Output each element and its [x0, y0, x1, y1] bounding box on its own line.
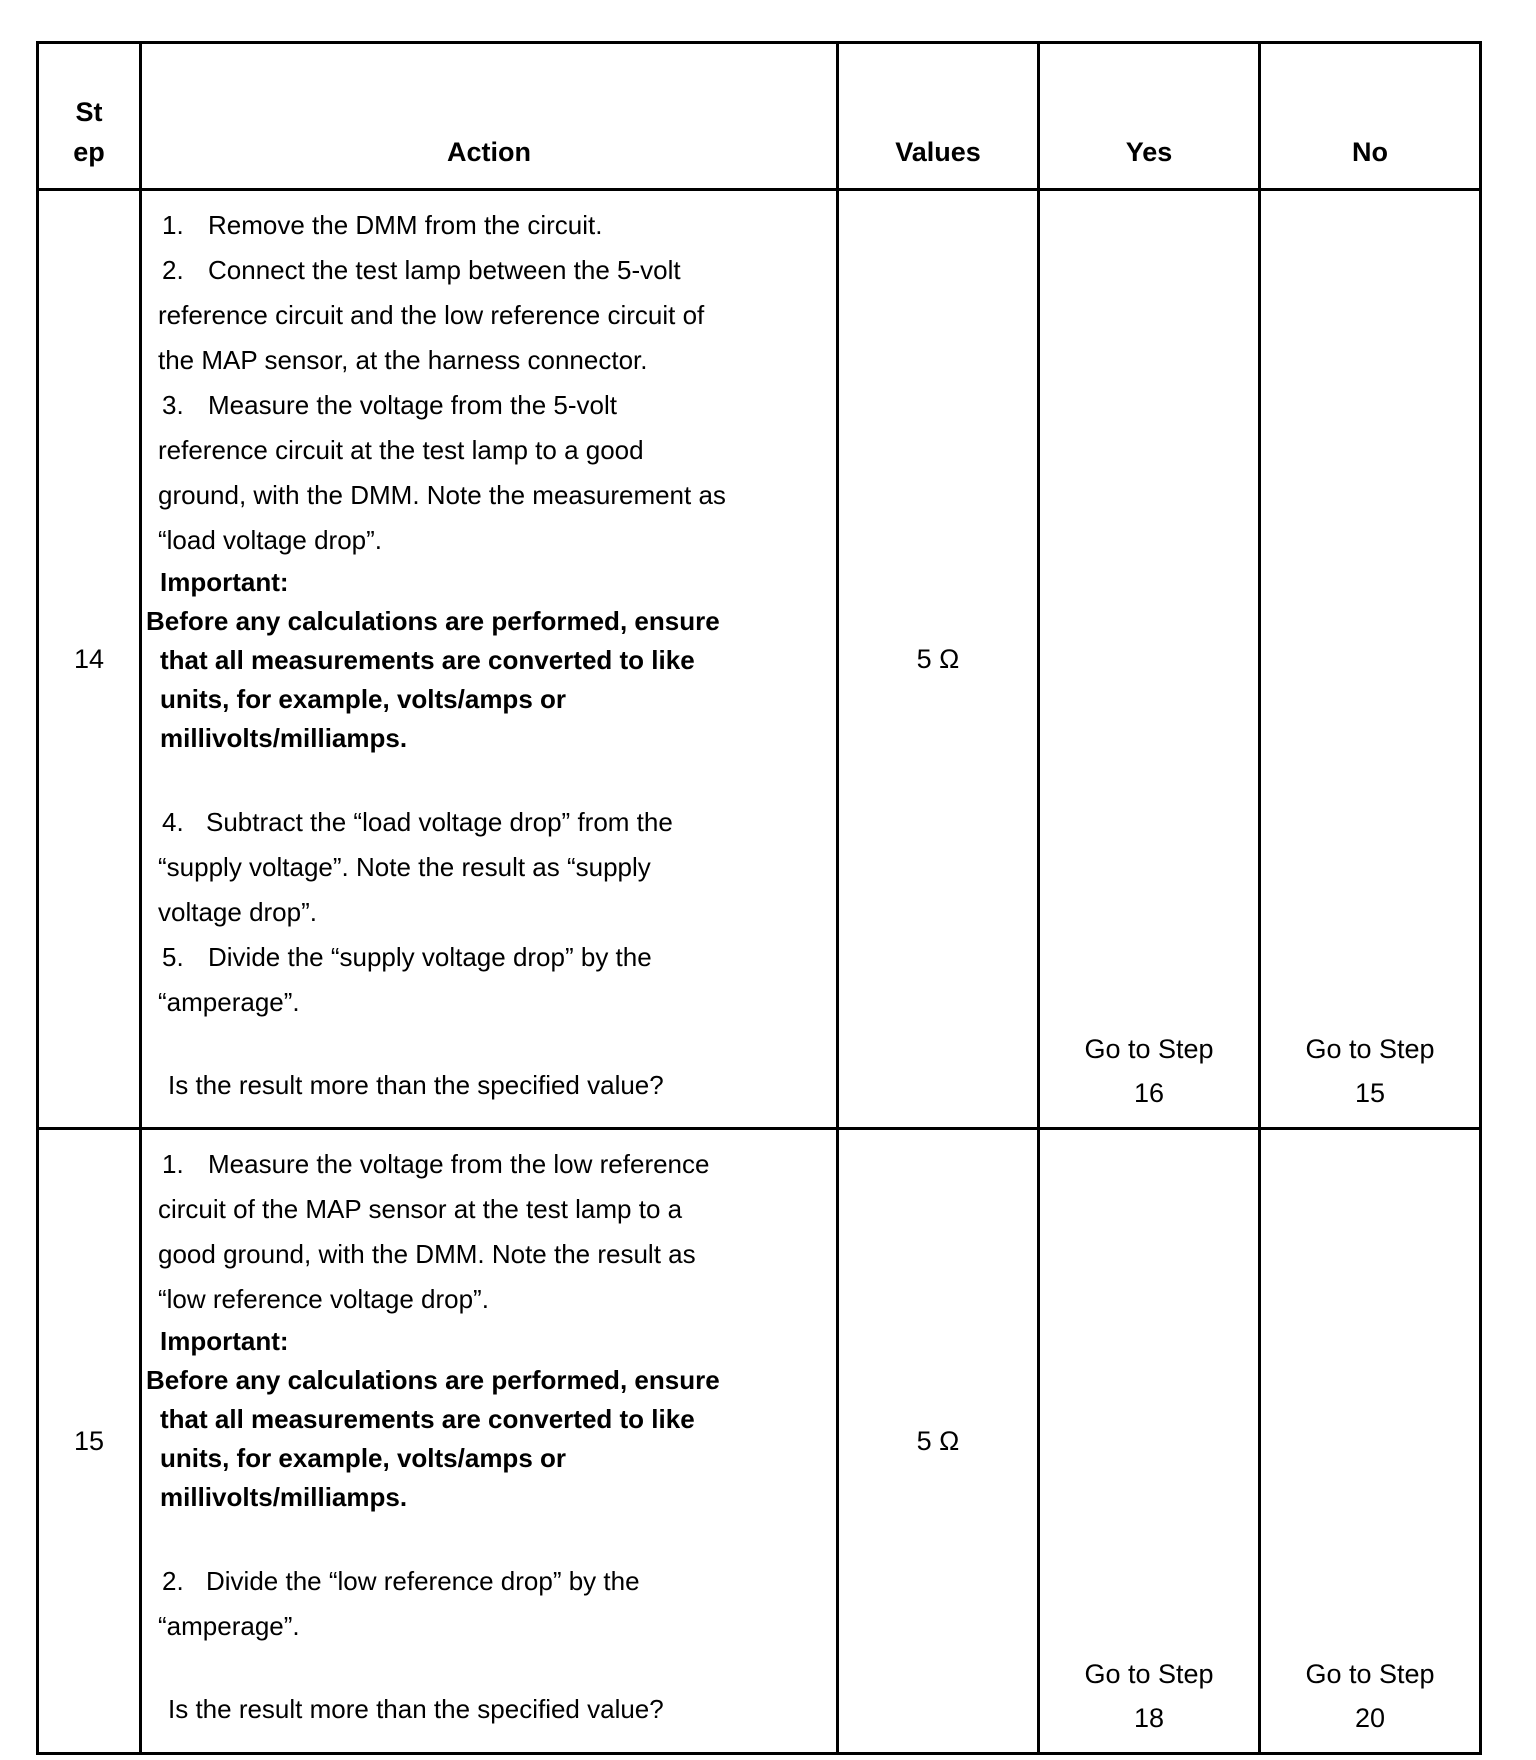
important-title: Important:	[160, 1326, 289, 1356]
step-number: 14	[38, 190, 141, 1129]
yes-cell	[1039, 1129, 1260, 1754]
action-line: “supply voltage”. Note the result as “supply	[158, 852, 651, 882]
yes-goto-label: Go to Step	[1084, 1034, 1214, 1064]
diagnostic-table	[36, 41, 1482, 1755]
important-note-line: Before any calculations are performed, ensure	[146, 606, 720, 636]
header-action: Action	[141, 43, 838, 190]
action-line: 4. Subtract the “load voltage drop” from the	[162, 807, 673, 837]
no-cell	[1260, 190, 1481, 1129]
action-question: Is the result more than the specified value?	[168, 1694, 664, 1724]
action-line: good ground, with the DMM. Note the result as	[158, 1239, 696, 1269]
value-cell: 5 Ω	[838, 1129, 1039, 1754]
action-line: “load voltage drop”.	[158, 525, 383, 555]
header-values: Values	[838, 43, 1039, 190]
important-note-line: units, for example, volts/amps or	[160, 1443, 566, 1473]
no-goto-label: Go to Step	[1305, 1034, 1435, 1064]
value-cell: 5 Ω	[838, 190, 1039, 1129]
action-line: 1. Measure the voltage from the low reference	[162, 1149, 710, 1179]
action-line: voltage drop”.	[158, 897, 317, 927]
no-goto-step: 20	[1354, 1703, 1386, 1733]
action-line: reference circuit and the low reference circuit of	[158, 300, 705, 330]
action-line: 1. Remove the DMM from the circuit.	[162, 210, 603, 240]
action-cell	[141, 1129, 838, 1754]
yes-goto-label: Go to Step	[1084, 1659, 1214, 1689]
action-line: 2. Divide the “low reference drop” by the	[162, 1566, 640, 1596]
important-title: Important:	[160, 567, 289, 597]
action-line: circuit of the MAP sensor at the test lamp to a	[158, 1194, 683, 1224]
no-cell	[1260, 1129, 1481, 1754]
header-row	[38, 43, 1481, 190]
step-number: 15	[38, 1129, 141, 1754]
yes-goto-step: 16	[1133, 1078, 1165, 1108]
yes-cell	[1039, 190, 1260, 1129]
action-line: ground, with the DMM. Note the measurement as	[158, 480, 726, 510]
important-note-line: that all measurements are converted to like	[160, 645, 695, 675]
action-line: “low reference voltage drop”.	[158, 1284, 489, 1314]
important-note-line: Before any calculations are performed, ensure	[146, 1365, 720, 1395]
action-cell	[141, 190, 838, 1129]
action-line: “amperage”.	[158, 987, 300, 1017]
important-note-line: that all measurements are converted to like	[160, 1404, 695, 1434]
table-row	[38, 1129, 1481, 1754]
table-row	[38, 190, 1481, 1129]
header-step	[38, 43, 141, 190]
important-note-line: millivolts/milliamps.	[160, 723, 408, 753]
action-line: the MAP sensor, at the harness connector.	[158, 345, 648, 375]
action-line: “amperage”.	[158, 1611, 300, 1641]
action-line: 5. Divide the “supply voltage drop” by the	[162, 942, 652, 972]
important-note-line: millivolts/milliamps.	[160, 1482, 408, 1512]
no-goto-label: Go to Step	[1305, 1659, 1435, 1689]
action-line: 2. Connect the test lamp between the 5-volt	[162, 255, 681, 285]
action-line: reference circuit at the test lamp to a good	[158, 435, 644, 465]
header-no: No	[1260, 43, 1481, 190]
important-note-line: units, for example, volts/amps or	[160, 684, 566, 714]
header-step-line-1: St	[75, 97, 103, 127]
action-question: Is the result more than the specified value?	[168, 1070, 664, 1100]
header-yes: Yes	[1039, 43, 1260, 190]
action-line: 3. Measure the voltage from the 5-volt	[162, 390, 617, 420]
yes-goto-step: 18	[1133, 1703, 1165, 1733]
no-goto-step: 15	[1354, 1078, 1386, 1108]
header-step-line-2: ep	[73, 137, 105, 167]
